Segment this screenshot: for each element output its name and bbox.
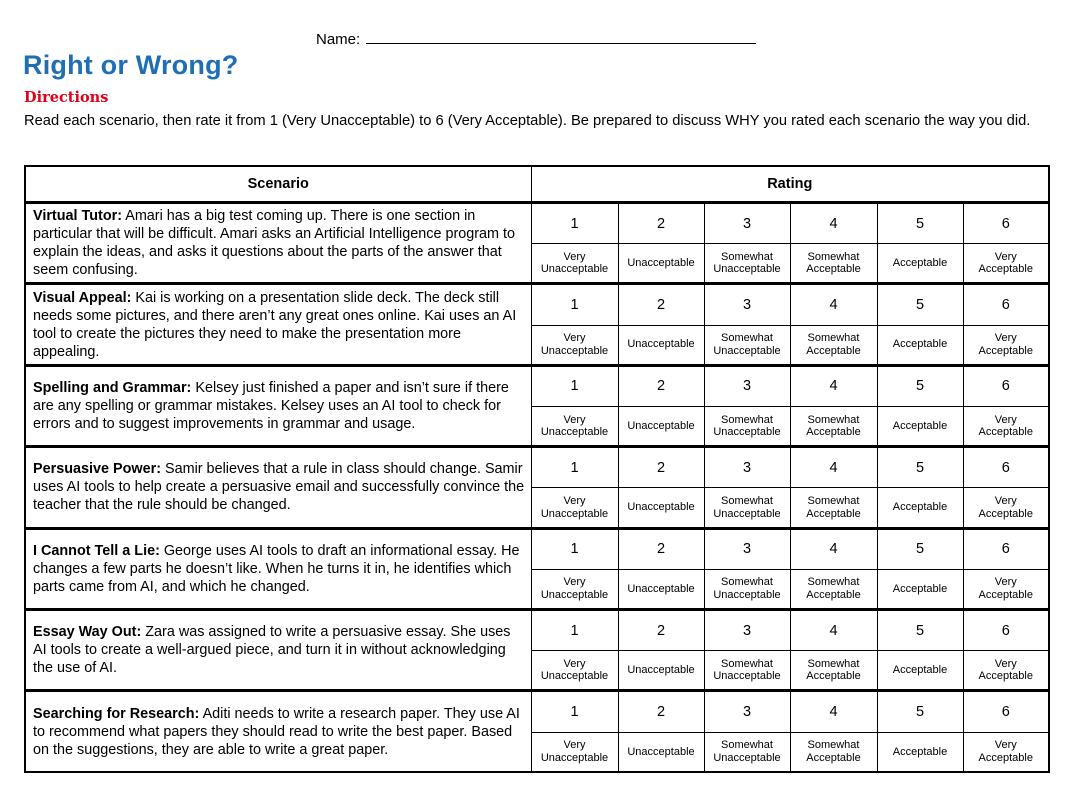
rating-label-line: Unacceptable <box>627 257 695 270</box>
rating-option-2[interactable]: 2 <box>618 365 704 406</box>
rating-option-6[interactable]: 6 <box>963 284 1049 325</box>
rating-label-line: Unacceptable <box>540 426 609 439</box>
rating-option-3[interactable]: 3 <box>704 203 790 244</box>
rating-label-line: Unacceptable <box>540 344 609 357</box>
rating-label-line: Acceptable <box>806 751 861 764</box>
scenario-row <box>25 528 1049 569</box>
rating-option-1[interactable]: 1 <box>531 528 618 569</box>
rating-option-4[interactable]: 4 <box>790 691 877 732</box>
rating-label-line: Unacceptable <box>713 507 781 520</box>
scenario-text: Samir believes that a rule in class should change. Samir uses AI tools to help create a persuasive email and successfully convince the teacher that the rule should be changed. <box>33 461 525 514</box>
rating-option-4[interactable]: 4 <box>790 610 877 651</box>
rating-label-1 <box>531 651 618 691</box>
rating-label-6 <box>963 651 1049 691</box>
rating-label-6 <box>963 325 1049 365</box>
rating-option-5[interactable]: 5 <box>877 365 963 406</box>
scenario-row <box>25 610 1049 651</box>
rating-label-1 <box>531 732 618 772</box>
rating-label-6 <box>963 732 1049 772</box>
rating-option-1[interactable]: 1 <box>531 610 618 651</box>
rating-option-1[interactable]: 1 <box>531 691 618 732</box>
rating-label-line: Unacceptable <box>540 670 609 683</box>
rating-label-line: Somewhat <box>721 739 773 752</box>
rating-label-4 <box>790 407 877 447</box>
scenario-cell <box>25 528 531 609</box>
scenario-title: Visual Appeal: <box>33 289 132 306</box>
rating-label-line: Unacceptable <box>540 751 609 764</box>
rating-label-line: Very <box>563 657 586 670</box>
scenario-cell <box>25 365 531 446</box>
rating-option-1[interactable]: 1 <box>531 203 618 244</box>
scenario-text: Kelsey just finished a paper and isn’t sure if there are any spelling or grammar mistakes. Kelsey uses an AI tool to check for errors and to suggest improvements in grammar and usage. <box>33 380 509 433</box>
table-header-row <box>25 166 1049 203</box>
rating-label-line: Acceptable <box>806 588 861 601</box>
rating-label-line: Somewhat <box>807 250 860 263</box>
rating-label-1 <box>531 488 618 528</box>
rating-table <box>24 165 1050 773</box>
rating-label-5 <box>877 732 963 772</box>
rating-label-line: Unacceptable <box>627 501 695 514</box>
rating-label-line: Acceptable <box>806 263 861 276</box>
rating-label-line: Somewhat <box>807 413 860 426</box>
rating-label-4 <box>790 651 877 691</box>
scenario-column-header: Scenario <box>25 166 531 203</box>
rating-label-line: Very <box>994 332 1017 345</box>
scenario-title: Spelling and Grammar: <box>33 380 192 397</box>
rating-label-4 <box>790 325 877 365</box>
rating-label-line: Somewhat <box>721 495 773 508</box>
rating-label-line: Unacceptable <box>627 338 695 351</box>
rating-label-6 <box>963 569 1049 609</box>
rating-option-5[interactable]: 5 <box>877 447 963 488</box>
scenario-text: Amari has a big test coming up. There is one section in particular that will be difficult. Amari asks an Artificial Intelligence program to explain the ideas, and asks it questions about the parts of the answer that seem confusing. <box>33 208 516 279</box>
rating-label-5 <box>877 651 963 691</box>
rating-option-6[interactable]: 6 <box>963 691 1049 732</box>
rating-label-4 <box>790 244 877 284</box>
rating-option-2[interactable]: 2 <box>618 447 704 488</box>
rating-label-line: Acceptable <box>978 263 1033 276</box>
rating-label-line: Somewhat <box>807 332 860 345</box>
rating-label-line: Unacceptable <box>627 745 695 758</box>
rating-label-line: Very <box>994 739 1017 752</box>
rating-label-line: Acceptable <box>806 426 861 439</box>
scenario-title: Searching for Research: <box>33 705 200 722</box>
rating-label-line: Acceptable <box>978 751 1033 764</box>
scenario-text: George uses AI tools to draft an informational essay. He changes a few parts he doesn’t like. When he turns it in, he identifies which parts came from AI, and which he changed. <box>33 542 520 595</box>
name-field <box>316 29 756 48</box>
rating-label-line: Unacceptable <box>713 263 781 276</box>
rating-label-line: Very <box>994 657 1017 670</box>
rating-label-line: Unacceptable <box>540 588 609 601</box>
rating-option-3[interactable]: 3 <box>704 610 790 651</box>
rating-label-4 <box>790 732 877 772</box>
rating-label-line: Unacceptable <box>713 751 781 764</box>
rating-label-line: Somewhat <box>721 657 773 670</box>
scenario-title: I Cannot Tell a Lie: <box>33 542 160 559</box>
rating-label-line: Very <box>994 413 1017 426</box>
rating-option-3[interactable]: 3 <box>704 528 790 569</box>
rating-option-4[interactable]: 4 <box>790 447 877 488</box>
scenario-row <box>25 365 1049 406</box>
rating-label-line: Unacceptable <box>713 344 781 357</box>
rating-label-line: Unacceptable <box>540 263 609 276</box>
rating-option-5[interactable]: 5 <box>877 691 963 732</box>
rating-option-2[interactable]: 2 <box>618 610 704 651</box>
scenario-row <box>25 203 1049 244</box>
rating-label-5 <box>877 407 963 447</box>
rating-label-2 <box>618 407 704 447</box>
rating-label-6 <box>963 407 1049 447</box>
rating-label-1 <box>531 407 618 447</box>
rating-option-6[interactable]: 6 <box>963 365 1049 406</box>
rating-option-1[interactable]: 1 <box>531 284 618 325</box>
rating-label-line: Very <box>994 576 1017 589</box>
rating-label-line: Acceptable <box>978 426 1033 439</box>
rating-label-line: Unacceptable <box>713 588 781 601</box>
rating-label-line: Acceptable <box>978 344 1033 357</box>
rating-label-line: Acceptable <box>806 670 861 683</box>
rating-option-3[interactable]: 3 <box>704 365 790 406</box>
rating-label-2 <box>618 244 704 284</box>
rating-option-3[interactable]: 3 <box>704 284 790 325</box>
rating-label-2 <box>618 569 704 609</box>
scenario-rows <box>25 203 1049 773</box>
rating-label-line: Acceptable <box>892 745 948 758</box>
rating-label-line: Unacceptable <box>627 582 695 595</box>
rating-label-3 <box>704 244 790 284</box>
rating-label-4 <box>790 488 877 528</box>
rating-label-line: Unacceptable <box>713 670 781 683</box>
rating-option-3[interactable]: 3 <box>704 447 790 488</box>
rating-label-line: Somewhat <box>807 657 860 670</box>
rating-label-3 <box>704 488 790 528</box>
scenario-row <box>25 447 1049 488</box>
rating-label-line: Very <box>563 413 586 426</box>
rating-label-4 <box>790 569 877 609</box>
rating-label-line: Acceptable <box>978 670 1033 683</box>
rating-label-line: Unacceptable <box>713 426 781 439</box>
rating-option-3[interactable]: 3 <box>704 691 790 732</box>
rating-label-line: Acceptable <box>806 344 861 357</box>
rating-option-4[interactable]: 4 <box>790 284 877 325</box>
rating-option-4[interactable]: 4 <box>790 365 877 406</box>
rating-label-line: Acceptable <box>806 507 861 520</box>
rating-option-5[interactable]: 5 <box>877 610 963 651</box>
rating-label-line: Acceptable <box>978 588 1033 601</box>
directions-heading: Directions <box>24 89 109 106</box>
rating-option-2[interactable]: 2 <box>618 691 704 732</box>
rating-label-line: Somewhat <box>807 739 860 752</box>
scenario-title: Persuasive Power: <box>33 461 161 478</box>
rating-label-line: Acceptable <box>892 582 948 595</box>
rating-label-6 <box>963 488 1049 528</box>
rating-label-line: Somewhat <box>721 250 773 263</box>
worksheet-title: Right or Wrong? <box>23 50 239 80</box>
scenario-cell <box>25 691 531 772</box>
scenario-row <box>25 284 1049 325</box>
rating-label-line: Very <box>563 576 586 589</box>
rating-label-3 <box>704 732 790 772</box>
rating-label-line: Very <box>563 250 586 263</box>
rating-option-5[interactable]: 5 <box>877 284 963 325</box>
rating-label-3 <box>704 569 790 609</box>
rating-label-line: Acceptable <box>892 664 948 677</box>
scenario-title: Virtual Tutor: <box>33 208 123 225</box>
rating-label-1 <box>531 244 618 284</box>
rating-option-6[interactable]: 6 <box>963 203 1049 244</box>
rating-label-5 <box>877 325 963 365</box>
rating-option-1[interactable]: 1 <box>531 447 618 488</box>
rating-label-line: Acceptable <box>978 507 1033 520</box>
rating-label-line: Very <box>563 739 586 752</box>
rating-option-1[interactable]: 1 <box>531 365 618 406</box>
rating-label-line: Very <box>994 250 1017 263</box>
scenario-text: Aditi needs to write a research paper. They use AI to recommend what papers they should read to write the best paper. Based on the suggestions, they are able to write a great paper. <box>33 705 520 758</box>
rating-label-line: Somewhat <box>721 332 773 345</box>
rating-label-1 <box>531 569 618 609</box>
rating-option-2[interactable]: 2 <box>618 284 704 325</box>
directions-text: Read each scenario, then rate it from 1 (Very Unacceptable) to 6 (Very Acceptable). Be prepared to discuss WHY you rated each scenario the way you did. <box>24 113 1031 129</box>
rating-label-line: Somewhat <box>807 576 860 589</box>
name-blank-line[interactable] <box>366 29 756 44</box>
rating-label-5 <box>877 569 963 609</box>
rating-option-6[interactable]: 6 <box>963 447 1049 488</box>
rating-label-line: Unacceptable <box>540 507 609 520</box>
scenario-cell <box>25 203 531 284</box>
name-label: Name: <box>316 31 361 48</box>
rating-label-line: Unacceptable <box>627 419 695 432</box>
rating-option-5[interactable]: 5 <box>877 203 963 244</box>
rating-label-line: Acceptable <box>892 338 948 351</box>
rating-option-2[interactable]: 2 <box>618 203 704 244</box>
scenario-cell <box>25 610 531 691</box>
rating-option-4[interactable]: 4 <box>790 203 877 244</box>
rating-label-line: Acceptable <box>892 419 948 432</box>
rating-label-5 <box>877 488 963 528</box>
rating-label-3 <box>704 651 790 691</box>
rating-label-1 <box>531 325 618 365</box>
scenario-cell <box>25 284 531 365</box>
scenario-row <box>25 691 1049 732</box>
rating-label-line: Unacceptable <box>627 664 695 677</box>
rating-option-6[interactable]: 6 <box>963 528 1049 569</box>
rating-label-2 <box>618 325 704 365</box>
rating-label-line: Somewhat <box>721 413 773 426</box>
rating-label-3 <box>704 325 790 365</box>
rating-option-2[interactable]: 2 <box>618 528 704 569</box>
scenario-text: Zara was assigned to write a persuasive essay. She uses AI tools to create a well-argued piece, and turn it in without acknowledging the use of AI. <box>33 624 511 677</box>
rating-label-2 <box>618 732 704 772</box>
rating-label-line: Somewhat <box>721 576 773 589</box>
rating-label-2 <box>618 651 704 691</box>
rating-label-2 <box>618 488 704 528</box>
scenario-title: Essay Way Out: <box>33 624 142 641</box>
scenario-cell <box>25 447 531 528</box>
rating-label-line: Very <box>563 495 586 508</box>
rating-label-line: Very <box>563 332 586 345</box>
rating-label-line: Acceptable <box>892 501 948 514</box>
rating-column-header: Rating <box>531 166 1049 203</box>
rating-label-3 <box>704 407 790 447</box>
rating-label-5 <box>877 244 963 284</box>
rating-option-5[interactable]: 5 <box>877 528 963 569</box>
rating-option-4[interactable]: 4 <box>790 528 877 569</box>
rating-label-6 <box>963 244 1049 284</box>
scenario-text: Kai is working on a presentation slide deck. The deck still needs some pictures, and there aren’t any great ones online. Kai uses an AI tool to create the pictures they need to make the presentation more appealing. <box>33 289 517 360</box>
rating-label-line: Somewhat <box>807 495 860 508</box>
rating-label-line: Acceptable <box>892 257 948 270</box>
rating-option-6[interactable]: 6 <box>963 610 1049 651</box>
rating-label-line: Very <box>994 495 1017 508</box>
